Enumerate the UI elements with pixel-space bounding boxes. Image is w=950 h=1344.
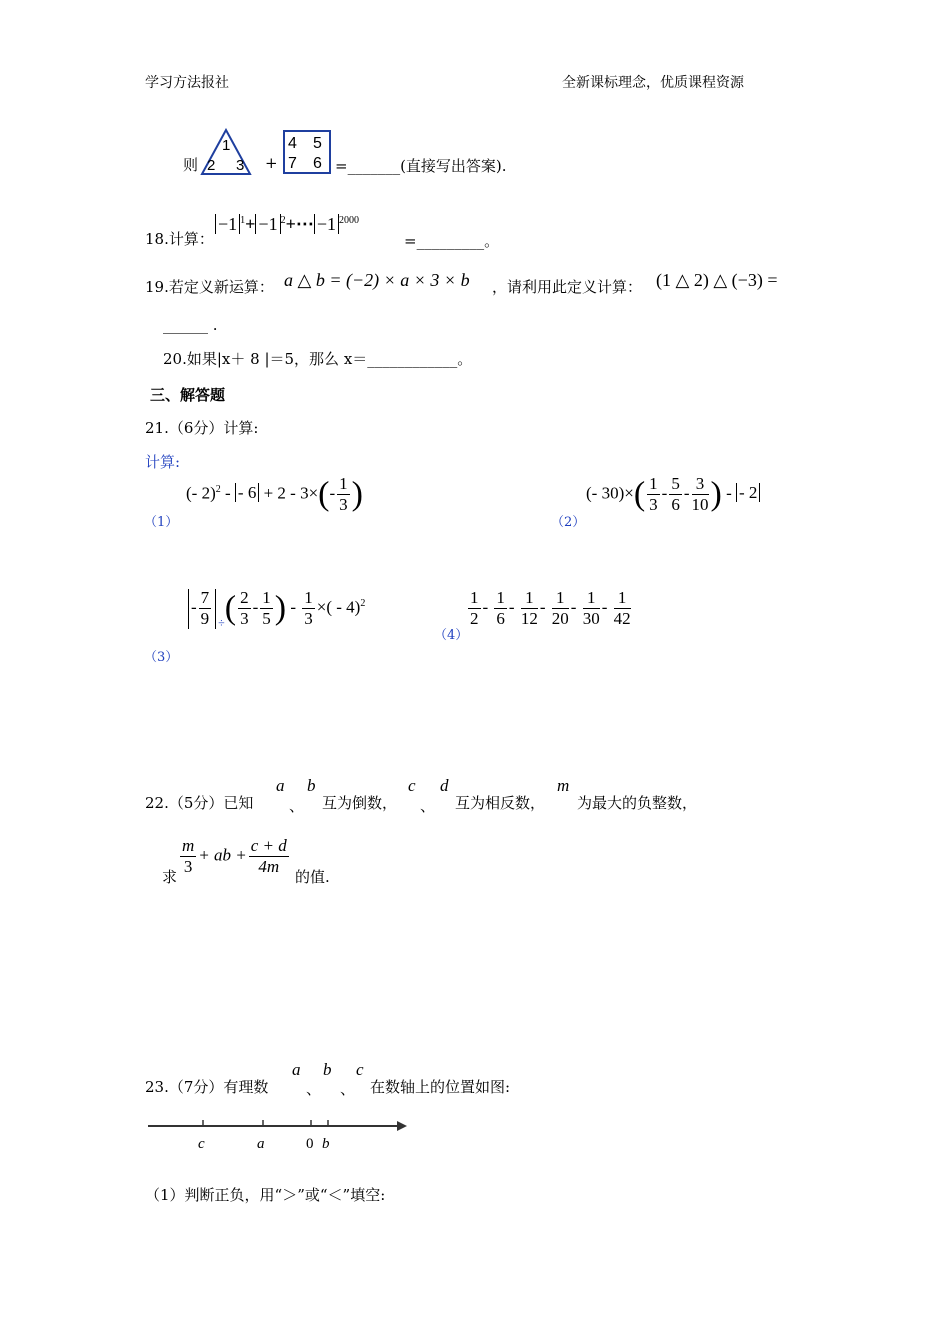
header-left: 学习方法报社 — [145, 75, 229, 91]
sq-br: 6 — [313, 155, 322, 172]
q23-c: c — [356, 1060, 364, 1079]
q21-p1: （1） — [144, 515, 179, 530]
tri-left: 2 — [207, 157, 216, 174]
sq-tl: 4 — [288, 135, 297, 152]
q21-p3: （3） — [144, 650, 179, 665]
q17-prefix: 则 — [183, 156, 199, 174]
q22-t3: 为最大的负整数， — [577, 794, 698, 812]
q17-plus: + — [265, 154, 278, 172]
q20-text: 20.如果|x＋ 8 |＝5，那么 x＝____________。 — [163, 350, 473, 368]
q18-label: 18.计算： — [145, 230, 214, 248]
sq-bl: 7 — [288, 155, 297, 172]
q22-b: b — [307, 776, 316, 795]
header-right: 全新课标理念，优质课程资源 — [562, 75, 744, 91]
axis-zero: 0 — [306, 1136, 314, 1152]
q21-expr4: $\frac{1}{2}$ - $\frac{1}{6}$ - $\frac{1}{12}$ - $\frac{1}{20}$ - $\frac{1}{30}$ - $\frac{1}{42}$ — [470, 588, 631, 628]
q22-tail: 的值. — [295, 868, 330, 886]
q21-p4: （4） — [434, 628, 469, 643]
q21-expr3: - $\frac{7}{9}$ $_\div$( $\frac{2}{3}$ - $\frac{1}{5}$ ) - $\frac{1}{3}$ ×( - 4)$^2$ — [186, 588, 365, 630]
square-figure — [283, 130, 331, 174]
q21-expr2: (- 30)×( $\frac{1}{3}$ - $\frac{5}{6}$ - $\frac{3}{10}$ ) - - 2 — [586, 474, 760, 515]
q22-m: m — [557, 776, 570, 795]
q22-label: 22.（5分）已知 — [145, 794, 254, 812]
q23-label: 23.（7分）有理数 — [145, 1078, 269, 1096]
q21-p2: （2） — [551, 515, 586, 530]
q22-sep2: 、 — [420, 797, 436, 815]
q17-suffix: =_______(直接写出答案). — [335, 157, 507, 175]
q19-label: 19.若定义新运算： — [145, 278, 274, 296]
q21-expr1: (- 2)$^2$ - - 6 + 2 - 3×(- $\frac{1}{3}$ ) — [186, 474, 363, 514]
q22-c: c — [408, 776, 416, 795]
triangle-figure — [200, 128, 252, 176]
q23-sep2: 、 — [340, 1080, 356, 1098]
axis-c: c — [198, 1136, 205, 1152]
q22-ask: 求 — [162, 868, 178, 886]
q19-blank: ______ . — [163, 316, 218, 334]
q19-definition: a △ b = (−2) × a × 3 × b — [284, 270, 470, 290]
q21-sub: 计算: — [145, 453, 181, 471]
q23-sep1: 、 — [306, 1080, 322, 1098]
axis-a: a — [257, 1136, 265, 1152]
q23-b: b — [323, 1060, 332, 1079]
q22-t2: 互为相反数， — [455, 794, 546, 812]
number-line — [145, 1110, 415, 1155]
q22-t1: 互为倒数， — [322, 794, 398, 812]
q22-d: d — [440, 776, 449, 795]
q22-a: a — [276, 776, 285, 795]
q22-expression: $\frac{m}{3}$ + ab + $\frac{c + d}{4m}$ — [182, 836, 287, 876]
tri-top: 1 — [222, 137, 231, 154]
q23-t1: 在数轴上的位置如图: — [370, 1078, 511, 1096]
tri-right: 3 — [236, 157, 245, 174]
q18-expression: −1 $^1$+ −1 $^2$+⋯ −1 $^{2000}$ — [215, 214, 359, 235]
q19-mid: ，请利用此定义计算： — [492, 278, 643, 296]
axis-b: b — [322, 1136, 330, 1152]
q23-a: a — [292, 1060, 301, 1079]
q23-sub1: （1）判断正负，用“＞”或“＜”填空: — [145, 1186, 386, 1204]
q21-label: 21.（6分）计算: — [145, 419, 259, 437]
q19-expression: (1 △ 2) △ (−3) = — [656, 270, 778, 290]
q22-sep1: 、 — [289, 797, 305, 815]
section-title: 三、解答题 — [150, 386, 226, 404]
sq-tr: 5 — [313, 135, 322, 152]
q18-tail: =_________。 — [404, 232, 500, 250]
